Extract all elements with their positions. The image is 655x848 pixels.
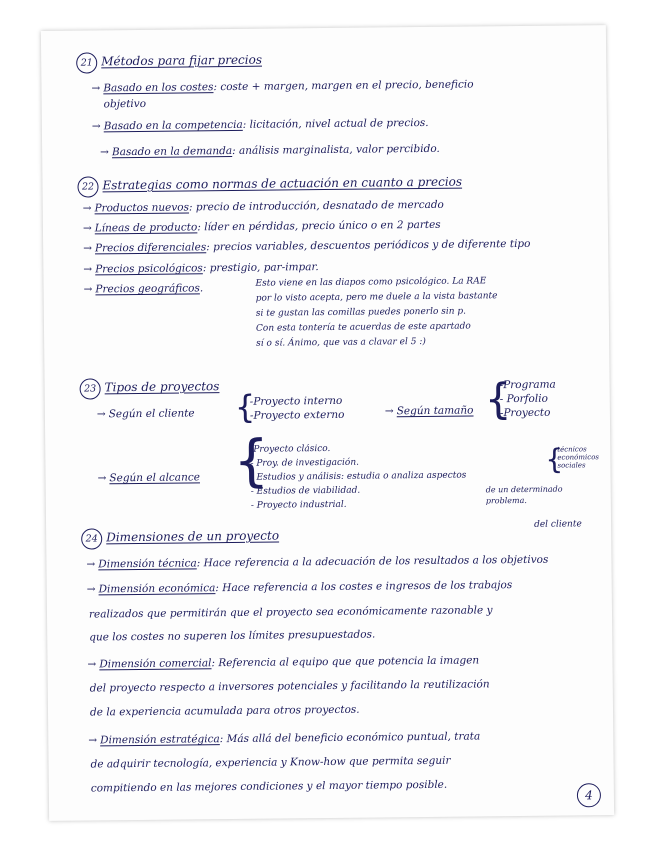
section-title: Métodos para fijar precios [101, 52, 263, 69]
margin-note: del cliente [534, 519, 582, 530]
section-22-heading [77, 173, 462, 198]
arrow-icon: → [384, 405, 394, 418]
item-label: Precios geográficos [95, 282, 200, 296]
item-text: : Más allá del beneficio económico puntual, trata [219, 730, 481, 746]
s21-item [91, 78, 473, 95]
s22-item [83, 238, 530, 256]
item-label: Precios psicológicos [95, 262, 203, 276]
s22-item [83, 219, 441, 236]
item-text: : análisis marginalista, valor percibido. [232, 142, 440, 157]
item-text: : líder en pérdidas, precio único o en 2 partes [197, 218, 441, 234]
s24-item [86, 554, 548, 572]
section-24-heading [81, 527, 279, 550]
s24-item [88, 730, 480, 747]
notebook-page [41, 25, 614, 821]
item-text-continuation: de la experiencia acumulada para otros proyectos. [89, 703, 360, 719]
tipo-alcance [98, 471, 200, 485]
brace-icon: { [484, 374, 512, 424]
section-title: Tipos de proyectos [104, 379, 220, 395]
item-text: : Referencia al equipo que que potencia la imagen [211, 654, 480, 670]
brace-icon: { [545, 442, 564, 476]
section-title: Dimensiones de un proyecto [106, 528, 280, 545]
list-item: -Proyecto [499, 406, 551, 420]
alcance-list [250, 441, 467, 513]
list-item: -Proyecto interno [249, 394, 343, 408]
item-text-continuation: compitiendo en las mejores condiciones y el mayor tiempo posible. [90, 778, 448, 795]
problema-note [486, 484, 563, 507]
note-line: de un determinado [485, 484, 563, 495]
list-item: -Proyecto clásico. [250, 443, 331, 455]
criterion-label: Según tamaño [396, 404, 474, 418]
section-21-heading [76, 51, 262, 74]
criterion-label: Según el alcance [109, 471, 200, 485]
list-item: -Programa [499, 378, 556, 392]
list-item: - Porfolio [499, 392, 548, 406]
arrow-icon: → [88, 734, 98, 747]
item-label: Dimensión técnica [98, 557, 197, 571]
section-number: 22 [77, 176, 98, 197]
item-label: Precios diferenciales [94, 241, 207, 255]
brace-icon: { [233, 428, 270, 494]
side-note [255, 274, 498, 352]
item-text: : Hace referencia a la adecuación de los resultados a los objetivos [196, 553, 549, 570]
arrow-icon: → [86, 583, 96, 596]
item-text: : prestigio, par-impar. [202, 261, 319, 275]
list-item: - Proyecto industrial. [250, 499, 347, 511]
note-line: por lo visto acepta, pero me duele a la vista bastante [255, 291, 498, 304]
item-text: : licitación, nivel actual de precios. [242, 116, 429, 131]
list-item: técnicos [557, 445, 587, 454]
aspectos-list [557, 445, 599, 469]
cliente-list [250, 394, 345, 423]
item-text: . [199, 282, 204, 295]
item-label: Basado en la demanda [111, 144, 233, 159]
item-text-continuation: del proyecto respecto a inversores potenciales y facilitando la reutilización [89, 678, 490, 695]
s22-item [83, 199, 444, 216]
note-line: Con esta tontería te acuerdas de este apartado [255, 321, 471, 334]
item-text-continuation: realizados que permitirán que el proyecto sea económicamente razonable y [88, 604, 493, 621]
tipo-cliente [97, 407, 195, 421]
arrow-icon: → [91, 120, 101, 133]
section-title: Estrategias como normas de actuación en cuanto a precios [102, 174, 463, 193]
s24-item [87, 654, 479, 671]
arrow-icon: → [82, 202, 92, 215]
list-item: - Estudios y análisis: estudia o analiza aspectos [250, 470, 467, 483]
arrow-icon: → [83, 263, 93, 276]
note-line: problema. [485, 495, 527, 506]
item-label: Dimensión estratégica [100, 733, 220, 747]
arrow-icon: → [100, 146, 110, 159]
item-text: : Hace referencia a los costes e ingresos de los trabajos [215, 579, 513, 595]
list-item: - Estudios de viabilidad. [250, 485, 361, 497]
list-item: económicos [557, 453, 600, 462]
section-23-heading [80, 377, 220, 399]
note-line: sí o sí. Ánimo, que vas a clavar el 5 :) [256, 336, 426, 349]
arrow-icon: → [97, 472, 107, 485]
s21-item [100, 143, 440, 160]
arrow-icon: → [83, 283, 93, 296]
tamano-list [500, 378, 557, 421]
item-text-continuation: de adquirir tecnología, experiencia y Know-how que permita seguir [90, 754, 451, 771]
item-text: : precios variables, descuentos periódicos y de diferente tipo [206, 237, 531, 254]
s22-item [83, 261, 318, 277]
item-label: Dimensión económica [98, 582, 216, 596]
page-number: 4 [577, 783, 601, 807]
s21-item [92, 117, 429, 134]
item-text: : precio de introducción, desnatado de mercado [188, 198, 444, 214]
s24-item [87, 579, 513, 597]
item-label: Productos nuevos [94, 201, 190, 215]
item-label: Dimensión comercial [99, 657, 212, 671]
arrow-icon: → [91, 82, 101, 95]
criterion-label: Según el cliente [108, 407, 195, 421]
section-number: 23 [80, 378, 101, 399]
arrow-icon: → [86, 558, 96, 571]
s22-item [84, 282, 204, 296]
tipo-tamano [385, 404, 474, 418]
item-text-continuation: que los costes no superen los límites presupuestados. [89, 628, 376, 644]
arrow-icon: → [87, 658, 97, 671]
section-number: 21 [76, 52, 97, 73]
note-line: Esto viene en las diapos como psicológico. La RAE [255, 276, 487, 289]
arrow-icon: → [83, 242, 93, 255]
item-label: Basado en la competencia [103, 118, 243, 133]
list-item: sociales [557, 461, 586, 470]
list-item: -Proyecto externo [249, 408, 345, 422]
item-text-continuation: objetivo [103, 97, 147, 111]
list-item: - Proy. de investigación. [250, 457, 360, 469]
note-line: si te gustan las comillas puedes ponerlo sin p. [255, 306, 467, 319]
section-number: 24 [81, 528, 102, 549]
item-label: Líneas de producto [94, 221, 198, 235]
item-label: Basado en los costes [103, 81, 214, 95]
arrow-icon: → [96, 408, 106, 421]
arrow-icon: → [82, 222, 92, 235]
brace-icon: { [234, 387, 256, 426]
item-text: : coste + margen, margen en el precio, beneficio [213, 78, 474, 94]
